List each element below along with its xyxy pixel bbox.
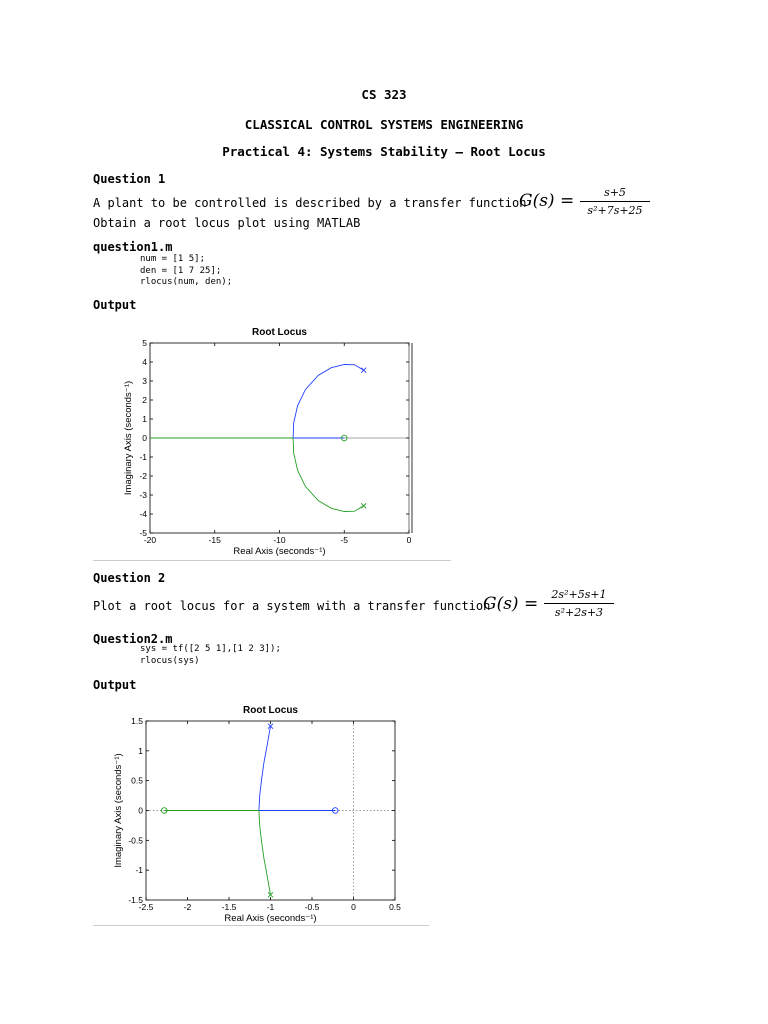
q1-lhs: G(s) =: [519, 191, 575, 211]
chart1-y-tick-label: 3: [142, 376, 147, 386]
fraction-bar: [544, 603, 614, 604]
course-title: CLASSICAL CONTROL SYSTEMS ENGINEERING: [244, 117, 524, 132]
chart1-y-tick-label: -5: [139, 528, 147, 538]
chart1-x-tick-label: -15: [208, 535, 221, 545]
chart2-x-tick-label: -1.5: [221, 902, 237, 912]
chart2-y-tick-label: 1: [138, 745, 143, 756]
code-line: num = [1 5];: [140, 254, 206, 264]
chart2-x-axis-label: Real Axis (seconds⁻¹): [224, 913, 317, 924]
chart1-y-tick-label: -3: [139, 490, 147, 500]
fraction-bar: [580, 201, 650, 202]
chart2-y-axis-label: Imaginary Axis (seconds⁻¹): [113, 753, 124, 868]
q2-fraction: [544, 588, 614, 619]
chart2-y-tick-label: -1.5: [128, 895, 143, 905]
q2-plot-frame: [93, 693, 429, 926]
chart1-y-tick-label: 1: [142, 414, 147, 424]
chart1-x-tick-label: -20: [143, 535, 157, 545]
chart1-y-tick-label: 0: [142, 433, 147, 443]
q2-text: Plot a root locus for a system with a transfer function: [93, 599, 491, 613]
q1-heading: Question 1: [93, 172, 166, 186]
chart1-y-tick-label: -2: [139, 471, 147, 481]
q1-text: A plant to be controlled is described by a transfer function: [93, 196, 527, 210]
q1-numerator: s+5: [604, 186, 626, 199]
q1-plot-frame: [93, 313, 451, 561]
q2-filename: Question2.m: [93, 632, 173, 646]
root-locus-plot-2: [93, 693, 429, 925]
q2-code-block: [140, 644, 281, 667]
q1-fraction: [580, 186, 650, 217]
chart1-x-tick-label: 0: [406, 535, 412, 545]
chart1-y-tick-label: 2: [142, 395, 147, 405]
q2-numerator: 2s²+5s+1: [551, 588, 607, 601]
code-line: den = [1 7 25];: [140, 265, 222, 276]
q1-instruction: Obtain a root locus plot using MATLAB: [93, 216, 361, 230]
chart1-x-tick-label: -10: [273, 535, 286, 545]
chart2-y-tick-label: 0.5: [131, 775, 143, 786]
chart1-y-tick-label: 4: [142, 357, 147, 367]
chart1-y-axis-label: Imaginary Axis (seconds⁻¹): [123, 380, 134, 496]
chart2-title: Root Locus: [243, 705, 298, 716]
code-line: sys = tf([2 5 1],[1 2 3]);: [140, 644, 281, 654]
chart1-x-axis-label: Real Axis (seconds⁻¹): [233, 546, 326, 557]
chart2-x-tick-label: -2: [183, 902, 192, 912]
code-line: rlocus(num, den);: [140, 277, 233, 287]
chart2-x-tick-label: -1: [266, 902, 275, 912]
chart1-title: Root Locus: [252, 327, 307, 338]
code-line: rlocus(sys): [140, 655, 200, 666]
q1-code-block: [140, 254, 232, 289]
chart2-x-tick-label: 0.5: [389, 902, 401, 912]
chart2-y-tick-label: 0: [138, 805, 143, 816]
root-locus-plot-1: [93, 313, 451, 560]
course-code: CS 323: [361, 87, 407, 102]
q1-output-label: Output: [93, 298, 137, 312]
chart1-y-tick-label: 5: [142, 338, 147, 348]
chart2-y-tick-label: 1.5: [131, 716, 143, 726]
practical-title: Practical 4: Systems Stability – Root Locus: [222, 144, 546, 159]
q1-denominator: s²+7s+25: [587, 204, 643, 217]
q2-heading: Question 2: [93, 571, 166, 585]
chart2-x-tick-label: -2.5: [138, 902, 154, 912]
chart1-y-tick-label: -4: [139, 509, 147, 519]
chart2-y-tick-label: -0.5: [128, 835, 143, 846]
q1-filename: question1.m: [93, 240, 173, 254]
q2-denominator: s²+2s+3: [554, 606, 604, 619]
q2-output-label: Output: [93, 678, 137, 692]
chart2-x-tick-label: 0: [351, 902, 356, 912]
chart1-y-tick-label: -1: [139, 452, 147, 462]
chart2-x-tick-label: -0.5: [304, 902, 320, 912]
chart1-x-tick-label: -5: [340, 535, 349, 545]
q2-lhs: G(s) =: [483, 594, 539, 614]
chart2-y-tick-label: -1: [135, 865, 143, 876]
